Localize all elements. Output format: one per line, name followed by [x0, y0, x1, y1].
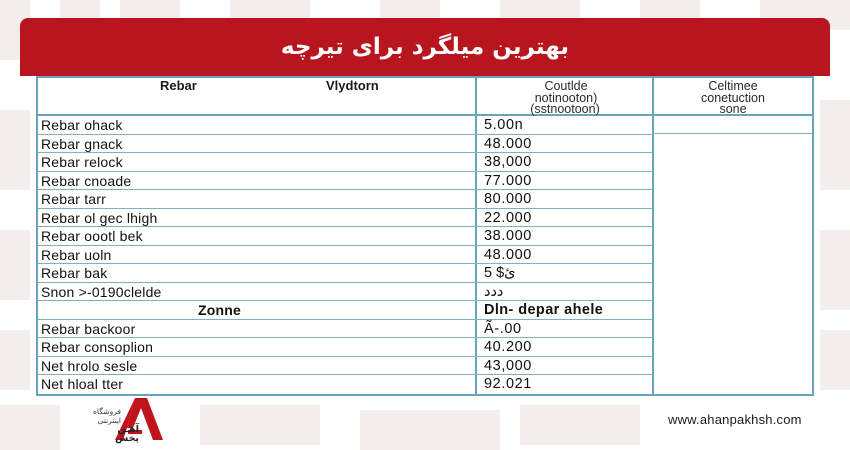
row-name: Rebar ohack: [41, 117, 123, 133]
table-row: [38, 320, 654, 339]
table-row: [38, 338, 654, 357]
header-col3-line3: sone: [719, 102, 747, 116]
header-col3-line1: Celtimee: [708, 79, 758, 93]
row-value: ئ$ 5: [484, 265, 516, 281]
row-value: 80.000: [484, 191, 532, 207]
table-row: [38, 190, 654, 209]
row-name: Rebar bak: [41, 265, 108, 281]
table-row: [38, 357, 654, 376]
row-value: 22.000: [484, 209, 532, 226]
table-row: [38, 135, 654, 154]
table-row: [38, 375, 654, 394]
header-col1b: Vlydtorn: [326, 78, 379, 93]
table-row: [38, 264, 654, 283]
zone-label: Zonne: [198, 302, 241, 318]
table-row: [38, 116, 654, 135]
row-value: 48.000: [484, 135, 532, 152]
row-value: 5.00n: [484, 117, 524, 133]
table-row: [38, 209, 654, 228]
brand-logo[interactable]: [95, 396, 170, 444]
zone-value: Dln- depar ahele: [484, 302, 604, 318]
page-title: بهترین میلگرد برای تیرچه: [280, 34, 570, 60]
row-value: 92.021: [484, 376, 532, 392]
table-row: [38, 246, 654, 265]
row-name: Net hrolo sesle: [41, 357, 138, 374]
table-row: [38, 227, 654, 246]
row-name: Rebar relock: [41, 154, 123, 170]
row-name: Rebar uoln: [41, 246, 112, 263]
header-col3-line2: conetuction: [701, 91, 765, 105]
header-col2-line3: (sstnootoon): [530, 102, 600, 116]
logo-brand-name: آهـن پخش: [115, 424, 139, 444]
row-value: 43,000: [484, 357, 532, 374]
logo-line2: اینترنتی: [97, 416, 121, 425]
header-col1: Rebar: [160, 78, 197, 93]
col3-first-cell: [654, 116, 812, 134]
table-header: [38, 78, 812, 116]
row-name: Rebar tarr: [41, 191, 107, 207]
rebar-table: [36, 76, 814, 396]
title-banner: [20, 18, 830, 76]
table-row: [38, 153, 654, 172]
row-value: 38.000: [484, 228, 532, 244]
table-row: [38, 283, 654, 302]
row-name: Rebar consoplion: [41, 339, 154, 355]
table-row-zone: [38, 301, 654, 320]
row-value: Ã-.00: [484, 320, 522, 337]
row-name: Rebar cnoade: [41, 172, 132, 189]
row-value: 77.000: [484, 172, 532, 189]
logo-line1: فروشگاه: [93, 407, 121, 416]
table-row: [38, 172, 654, 191]
row-name: Rebar backoor: [41, 320, 136, 337]
row-name: Rebar oootl bek: [41, 228, 143, 244]
row-value: 40.200: [484, 339, 532, 355]
row-name: Rebar gnack: [41, 135, 123, 152]
row-value: 38,000: [484, 154, 532, 170]
row-name: Net hloal tter: [41, 376, 124, 392]
row-value: ددد: [484, 283, 504, 300]
header-col2-line2: notinooton): [534, 91, 598, 105]
row-name: Rebar ol gec lhigh: [41, 209, 158, 226]
header-col2-line1: Coutlde: [544, 79, 588, 93]
row-value: 48.000: [484, 246, 532, 263]
row-name: Snon >-0190clelde: [41, 283, 162, 300]
website-url[interactable]: www.ahanpakhsh.com: [668, 412, 802, 427]
